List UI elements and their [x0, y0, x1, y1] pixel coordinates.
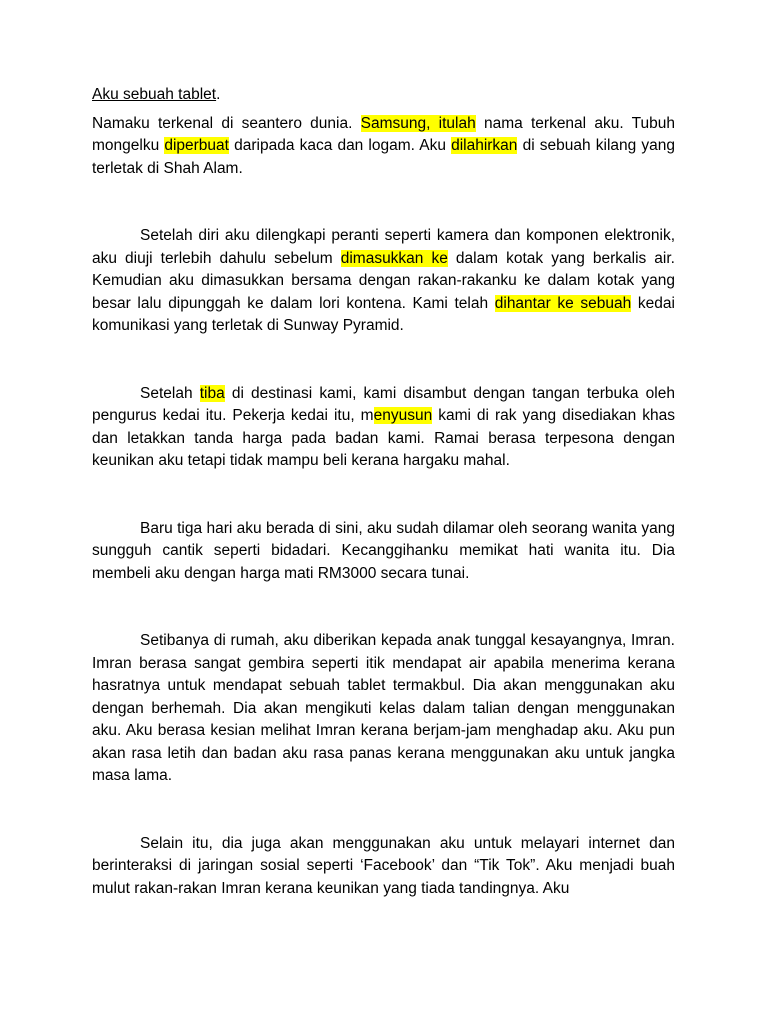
paragraph-text: Selain itu, dia juga akan menggunakan aku untuk melayari internet dan berinteraksi di jaringan sosial seperti ‘Facebook’ dan “Tik Tok”. Aku menjadi buah mulut rakan-rakan Imran kerana keunikan yang tiada tandingnya. Aku: [92, 834, 675, 897]
paragraph-text: kami di rak yang disediakan khas dan letakkan tanda harga pada badan kami. Ramai berasa terpesona dengan keunikan aku tetapi tidak mampu beli kerana hargaku mahal.: [92, 407, 676, 469]
document-title: [92, 84, 675, 107]
paragraph-text: nama terkenal aku. Tubuh mongelku: [92, 114, 675, 154]
highlighted-text: dihantar ke sebuah: [494, 294, 632, 312]
highlighted-text: dilahirkan: [451, 137, 518, 154]
paragraph-1: [92, 113, 675, 181]
paragraph-text: Baru tiga hari aku berada di sini, aku sudah dilamar oleh seorang wanita yang sungguh cantik seperti bidadari. Kecanggihanku memikat hati wanita itu. Dia membeli aku dengan harga mati RM3000 secara tunai.: [92, 519, 675, 582]
paragraph-gap: [92, 338, 675, 383]
paragraph-text: daripada kaca dan logam. Aku: [228, 137, 452, 154]
paragraph-3: [92, 383, 675, 473]
paragraph-text: Setelah: [140, 384, 200, 402]
paragraph-gap: [92, 585, 675, 630]
paragraph-text: Setelah diri aku dilengkapi peranti seperti kamera dan komponen elektronik, aku diuji terlebih dahulu sebelum: [92, 227, 675, 267]
highlighted-text: dimasukkan ke: [340, 249, 448, 267]
highlighted-text: diperbuat: [164, 137, 229, 154]
paragraph-4: [92, 518, 675, 586]
highlighted-text: enyusun: [373, 407, 433, 424]
title-text: Aku sebuah tablet: [92, 86, 217, 103]
title-period: .: [216, 86, 221, 103]
document-page: [92, 84, 675, 900]
paragraph-gap: [92, 473, 675, 518]
paragraph-text: Namaku terkenal di seantero dunia.: [92, 114, 361, 132]
highlighted-text: tiba: [199, 384, 225, 402]
paragraph-5: [92, 630, 675, 788]
paragraph-text: dalam kotak yang berkalis air. Kemudian aku dimasukkan bersama dengan rakan-rakanku ke dalam kotak yang besar lalu dipunggah ke dalam lori kontena. Kami telah: [92, 249, 675, 312]
paragraph-gap: [92, 788, 675, 833]
paragraph-text: Setibanya di rumah, aku diberikan kepada anak tunggal kesayangnya, Imran. Imran berasa sangat gembira seperti itik mendapat air apabila menerima kerana hasratnya untuk mendapat sebuah tablet termakbul. Dia akan menggunakan aku dengan berhemah. Dia akan mengikuti kelas dalam talian dengan menggunakan aku. Aku berasa kesian melihat Imran kerana berjam-jam menghadap aku. Aku pun akan rasa letih dan badan aku rasa panas kerana menggunakan aku untuk jangka masa lama.: [92, 632, 675, 784]
paragraph-6: [92, 833, 675, 901]
paragraph-gap: [92, 180, 675, 225]
paragraph-text: kedai komunikasi yang terletak di Sunway Pyramid.: [92, 294, 675, 334]
paragraph-2: [92, 225, 675, 338]
paragraph-text: di sebuah kilang yang terletak di Shah Alam.: [92, 137, 675, 177]
highlighted-text: Samsung, itulah: [360, 114, 476, 132]
paragraph-text: di destinasi kami, kami disambut dengan tangan terbuka oleh pengurus kedai itu. Pekerja kedai itu, m: [92, 384, 675, 424]
